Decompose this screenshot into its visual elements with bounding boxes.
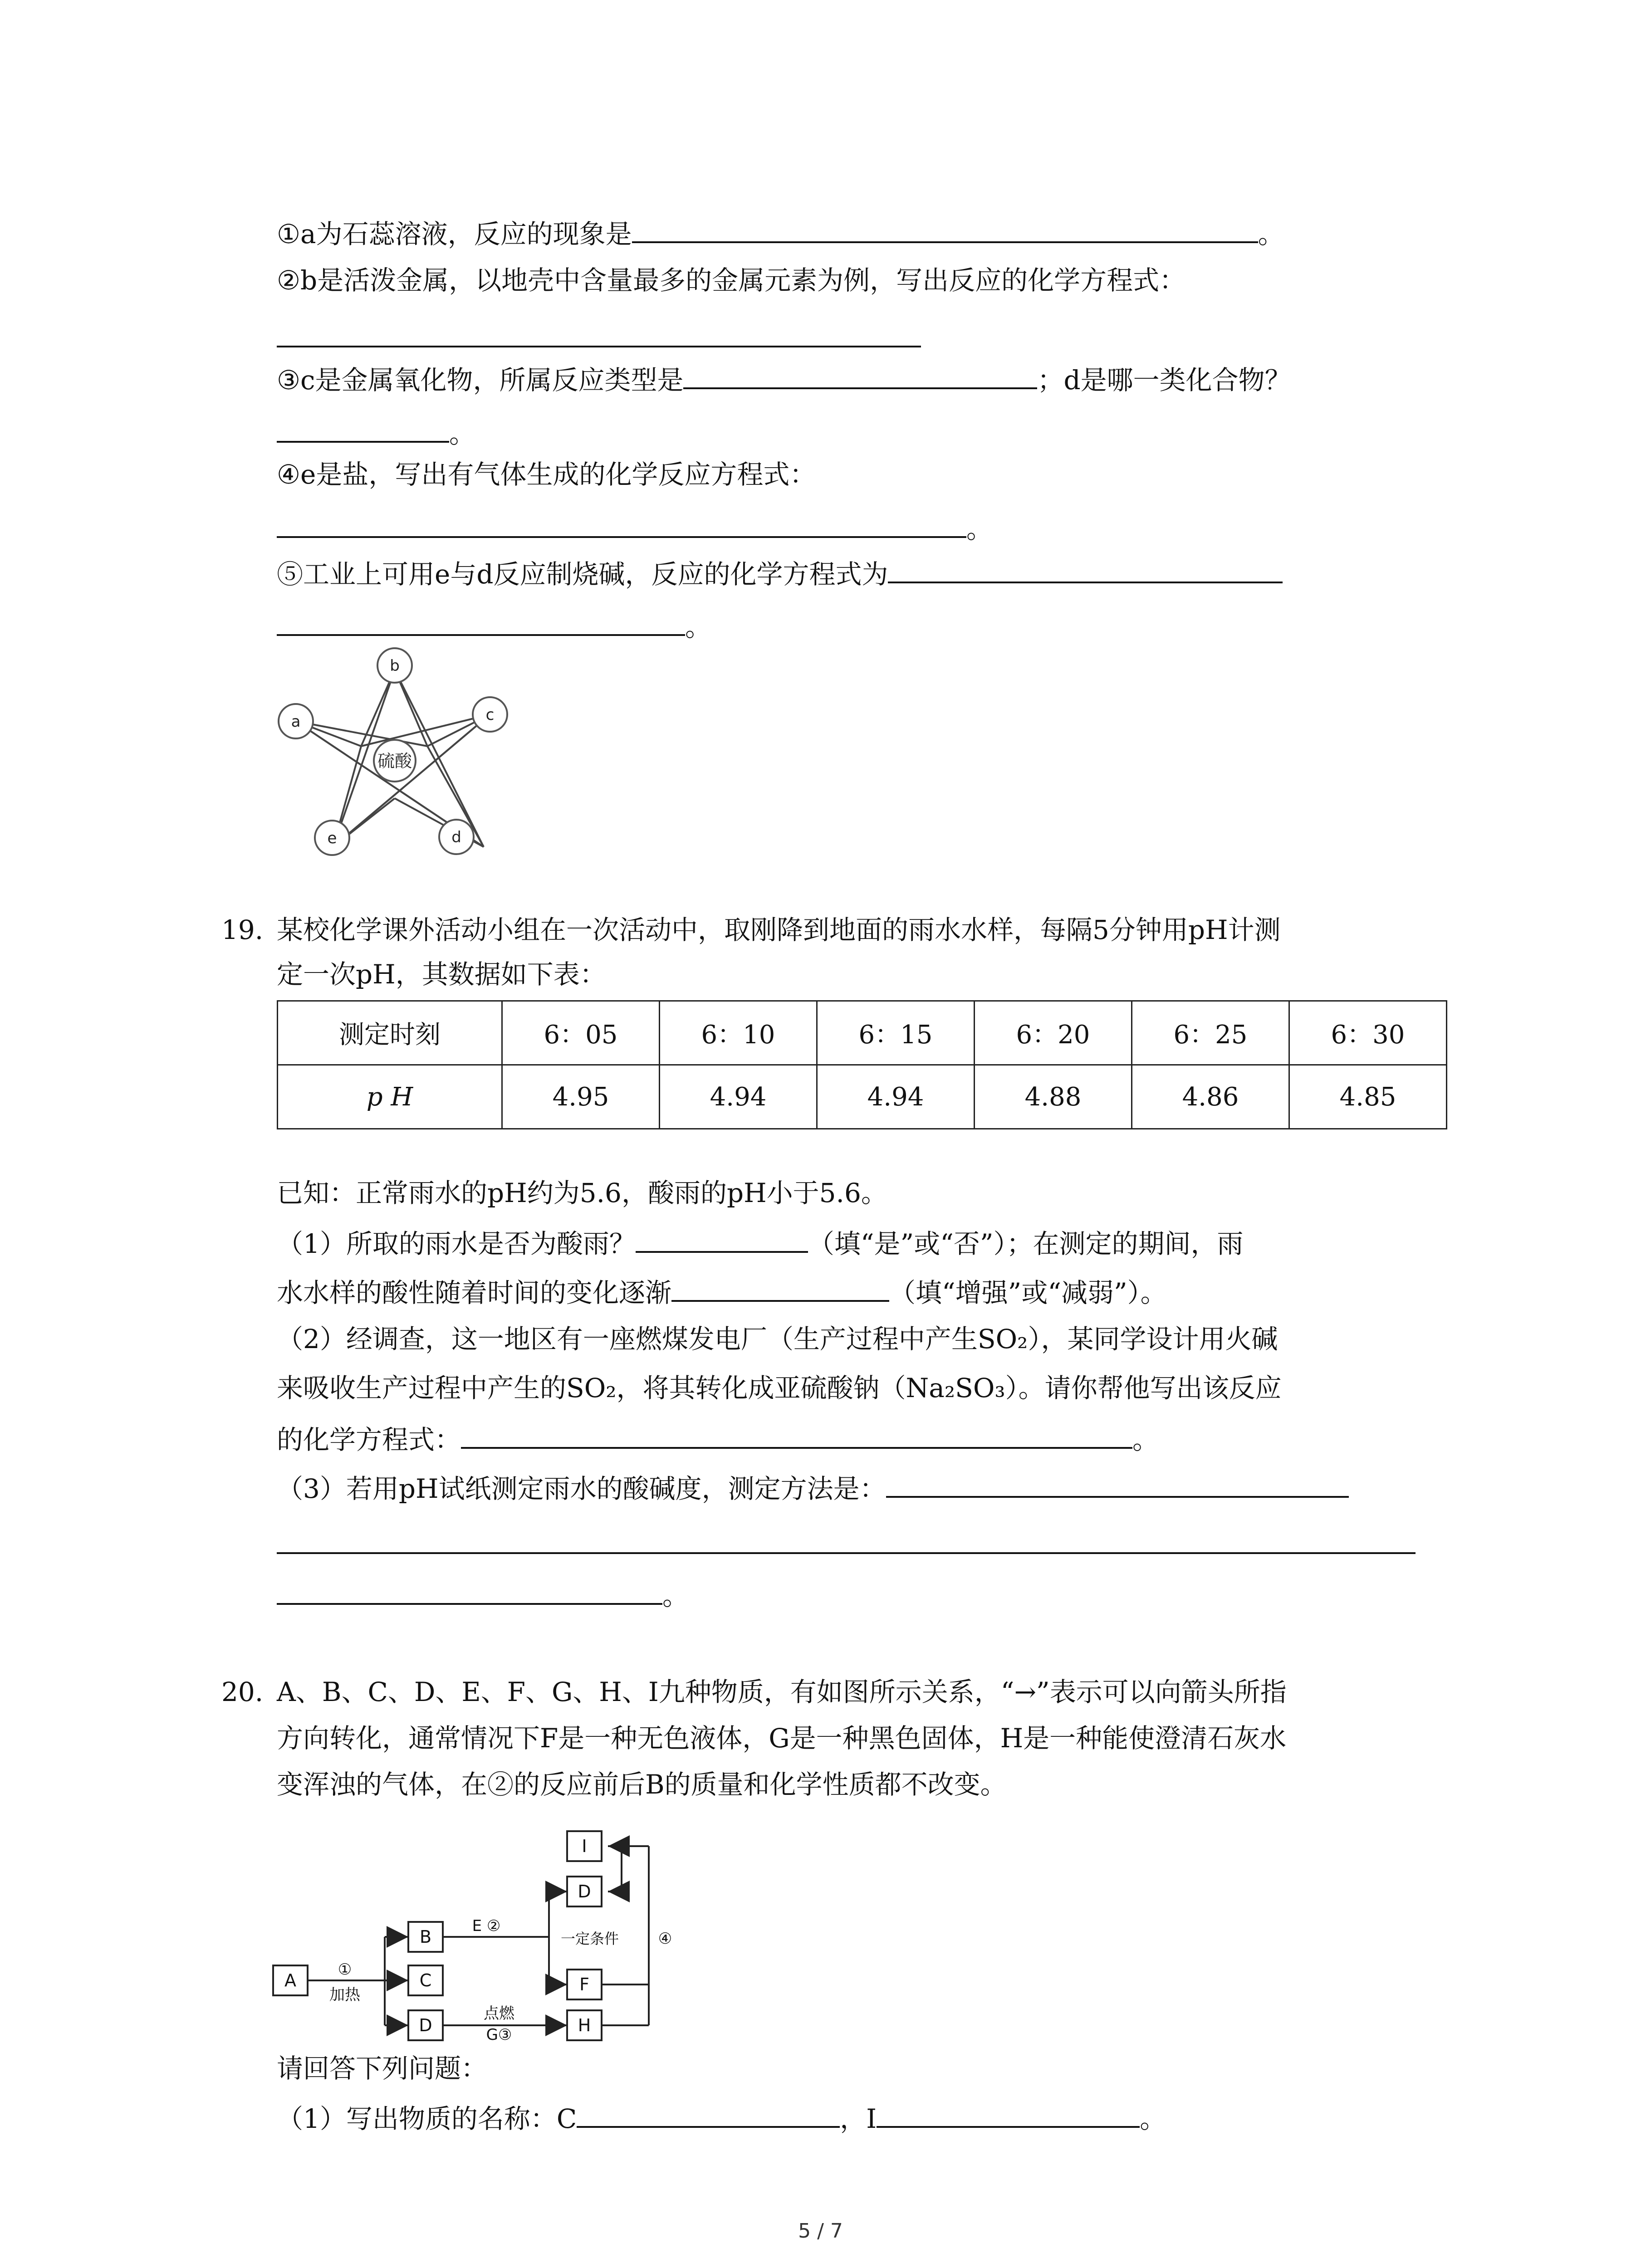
q19-blank-test-method-a[interactable] (886, 1468, 1349, 1498)
q18-line-7: 。 (277, 508, 993, 547)
q18-line-2 (277, 262, 1185, 298)
q20-blank-I-name[interactable] (877, 2098, 1140, 2128)
ph-data-table (277, 1000, 1447, 1129)
q18-metal-text: ②b是活泼金属，以地壳中含量最多的金属元素为例，写出反应的化学方程式： (277, 265, 1186, 296)
q19-part1-line-a: （1）所取的雨水是否为酸雨？ （填“是”或“否”）；在测定的期间，雨 (277, 1223, 1244, 1262)
substance-transformation-diagram (272, 1808, 708, 2043)
star-node-d: d (451, 828, 461, 846)
table-cell-time: 6：15 (817, 1001, 975, 1065)
table-cell-time: 6：20 (975, 1001, 1132, 1065)
q20-line-2: 方向转化，通常情况下F是一种无色液体，G是一种黑色固体，H是一种能使澄清石灰水 (277, 1723, 1287, 1754)
table-cell-ph: 4.95 (502, 1065, 660, 1129)
diagram-label-step1: ① (338, 1960, 352, 1979)
q19-number: 19. (221, 914, 264, 945)
q20-blank-C-name[interactable] (577, 2098, 840, 2128)
q19-known: 已知：正常雨水的pH约为5.6，酸雨的pH小于5.6。 (277, 1178, 887, 1208)
q20-line-3: 变浑浊的气体，在②的反应前后B的质量和化学性质都不改变。 (277, 1769, 1007, 1800)
q18-litmus-text: ①a为石蕊溶液，反应的现象是 (277, 219, 632, 249)
q18-line-6 (277, 456, 816, 493)
table-cell-ph: 4.94 (660, 1065, 817, 1129)
diagram-label-step4: ④ (658, 1930, 672, 1948)
q20-line-1: A、B、C、D、E、F、G、H、I九种物质，有如图所示关系，“→”表示可以向箭头所指 (277, 1677, 1287, 1707)
q18-blank-caustic-equation-b[interactable] (277, 606, 685, 636)
diagram-box-D-top: D (578, 1882, 591, 1901)
q19-part3-line-c: 。 (277, 1575, 689, 1614)
q18-oxide-text: ③c是金属氧化物，所属反应类型是 (277, 365, 684, 396)
q18-blank-metal-equation[interactable] (277, 318, 921, 347)
q18-line-3 (277, 318, 921, 357)
table-cell-time: 6：05 (502, 1001, 660, 1065)
q18-blank-d-class[interactable] (277, 413, 449, 443)
q20-part1: （1）写出物质的名称：C ，I 。 (277, 2098, 1166, 2137)
q19-part3-line-b (277, 1524, 1416, 1563)
q19-blank-acidity-trend[interactable] (671, 1272, 889, 1302)
q19-part2-line-a: （2）经调查，这一地区有一座燃煤发电厂（生产过程中产生SO₂），某同学设计用火碱 (277, 1324, 1278, 1354)
table-cell-ph: 4.88 (975, 1065, 1132, 1129)
q19-part2-line-c: 的化学方程式： 。 (277, 1419, 1159, 1458)
table-row (278, 1065, 1447, 1129)
table-cell-ph: 4.85 (1289, 1065, 1447, 1129)
q19-part1-line-b: 水水样的酸性随着时间的变化逐渐 （填“增强”或“减弱”）。 (277, 1272, 1167, 1311)
page-number: 5 / 7 (798, 2219, 843, 2243)
q18-salt-text: ④e是盐，写出有气体生成的化学反应方程式： (277, 459, 816, 490)
star-node-c: c (485, 706, 495, 724)
diagram-label-condition: 一定条件 (560, 1930, 619, 1947)
sulfuric-acid-star-diagram (272, 642, 508, 869)
q20-ask: 请回答下列问题： (277, 2053, 488, 2084)
q19-line-1: 某校化学课外活动小组在一次活动中，取刚降到地面的雨水水样，每隔5分钟用pH计测 (277, 914, 1281, 945)
table-cell-time: 6：30 (1289, 1001, 1447, 1065)
star-node-e: e (327, 829, 337, 847)
q19-part2-line-b: 来吸收生产过程中产生的SO₂，将其转化成亚硫酸钠（Na₂SO₃）。请你帮他写出该反应 (277, 1373, 1282, 1403)
diagram-box-F: F (579, 1975, 589, 1994)
q19-blank-so2-equation[interactable] (461, 1419, 1132, 1449)
diagram-box-I: I (582, 1836, 587, 1856)
table-header-ph: p H (278, 1065, 502, 1129)
star-node-b: b (390, 657, 400, 675)
table-header-time: 测定时刻 (278, 1001, 502, 1065)
q18-blank-reaction-type[interactable] (683, 359, 1037, 389)
diagram-label-ignite: 点燃 (484, 2004, 514, 2023)
q19-blank-test-method-c[interactable] (277, 1575, 662, 1605)
q18-line-4 (277, 359, 1291, 398)
diagram-box-H: H (578, 2015, 591, 2035)
diagram-label-heat: 加热 (329, 1986, 360, 2004)
diagram-label-G3: G③ (486, 2026, 512, 2043)
table-cell-ph: 4.94 (817, 1065, 975, 1129)
table-row (278, 1001, 1447, 1065)
q18-blank-salt-equation[interactable] (277, 508, 966, 538)
diagram-box-C: C (419, 1970, 432, 1990)
diagram-box-D-bottom: D (419, 2015, 432, 2035)
q19-part3-line-a: （3）若用pH试纸测定雨水的酸碱度，测定方法是： (277, 1468, 1349, 1507)
q19-blank-acid-rain[interactable] (636, 1223, 808, 1253)
q18-line-8 (277, 553, 1283, 592)
table-cell-ph: 4.86 (1132, 1065, 1289, 1129)
diagram-label-E2: E ② (472, 1917, 501, 1935)
q18-caustic-soda-text: ⑤工业上可用e与d反应制烧碱，反应的化学方程式为 (277, 559, 888, 590)
diagram-box-B: B (419, 1927, 432, 1947)
diagram-box-A: A (284, 1970, 296, 1990)
q18-line-9: 。 (277, 606, 711, 645)
q18-d-question: ；d是哪一类化合物？ (1037, 365, 1291, 396)
q18-blank-litmus-phenomenon[interactable] (632, 213, 1258, 243)
q20-number: 20. (221, 1677, 264, 1707)
table-cell-time: 6：25 (1132, 1001, 1289, 1065)
q18-blank-caustic-equation-a[interactable] (888, 553, 1283, 583)
star-node-a: a (291, 713, 301, 731)
q19-blank-test-method-b[interactable] (277, 1524, 1416, 1554)
q18-line-5: 。 (277, 413, 475, 452)
table-cell-time: 6：10 (660, 1001, 817, 1065)
q19-line-2: 定一次pH，其数据如下表： (277, 959, 606, 990)
q18-line-1: ①a为石蕊溶液，反应的现象是 。 (277, 213, 1284, 252)
star-center-label: 硫酸 (377, 751, 412, 771)
